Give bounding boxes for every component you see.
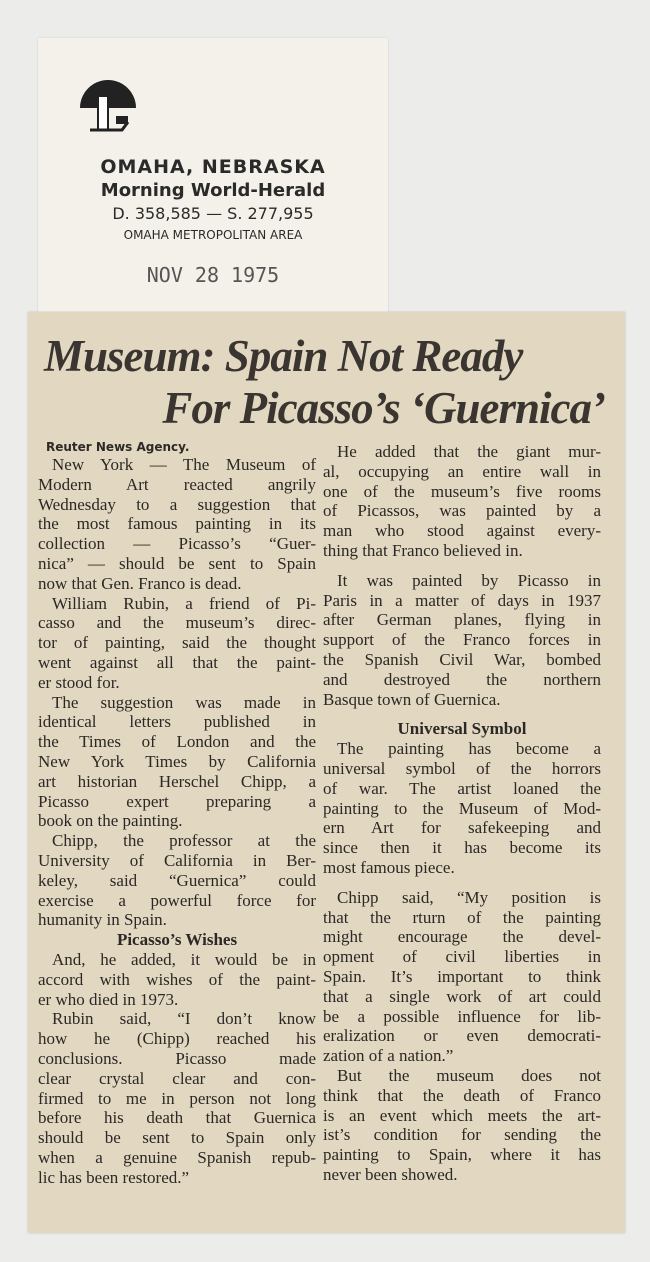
text-line: should be sent to Spain only [38, 1128, 316, 1148]
text-line: Wednesday to a suggestion that [38, 494, 316, 514]
city-name: OMAHA, NEBRASKA [100, 156, 326, 178]
subheading: Picasso’s Wishes [116, 930, 238, 950]
paragraph [323, 442, 601, 561]
text-line: now that Gen. Franco is dead. [38, 573, 242, 593]
paragraph [38, 1009, 316, 1187]
text-line: Spain. It’s important to think [323, 966, 601, 986]
text-line: Chipp said, “My position is [337, 887, 601, 907]
paragraph [38, 455, 316, 594]
text-line: universal symbol of the horrors [323, 758, 601, 778]
date-stamp: NOV 28 1975 [146, 263, 280, 287]
headline-line-1: Museum: Spain Not Ready [44, 331, 523, 381]
text-line: It was painted by Picasso in [337, 570, 601, 590]
text-line: identical letters published in [38, 712, 316, 732]
text-line: of war. The artist loaned the [323, 778, 601, 798]
text-line: nica” — should be sent to Spain [38, 553, 316, 573]
text-line: New York Times by California [38, 751, 316, 771]
text-line: The painting has become a [337, 739, 601, 759]
clipping-service-logo [76, 78, 140, 142]
text-line: But the museum does not [337, 1065, 601, 1085]
circulation: D. 358,585 — S. 277,955 [112, 204, 314, 223]
text-line: eralization or even democrati- [323, 1026, 601, 1046]
text-line: ist’s condition for sending the [323, 1125, 601, 1145]
text-line: conclusions. Picasso made [38, 1048, 316, 1068]
text-line: al, occupying an entire wall in [323, 461, 601, 481]
text-line: one of the museum’s five rooms [323, 481, 601, 501]
paragraph-gap [323, 878, 601, 888]
text-line: clear crystal clear and con- [38, 1068, 316, 1088]
text-line: think that the death of Franco [323, 1085, 601, 1105]
paragraph [323, 888, 601, 1066]
text-line: William Rubin, a friend of Pi- [52, 593, 316, 613]
text-line: New York — The Museum of [52, 455, 316, 474]
text-line: of Picassos, was painted by a [323, 501, 601, 521]
text-line: since then it has become its [323, 838, 601, 858]
paragraph-gap [323, 561, 601, 571]
text-line: firmed to me in person not long [38, 1088, 316, 1108]
text-line: man who stood against every- [323, 521, 601, 541]
paragraph [38, 594, 316, 693]
text-line: Paris in a matter of days in 1937 [323, 590, 601, 610]
text-line: Basque town of Guernica. [323, 689, 501, 709]
text-line: The suggestion was made in [52, 692, 316, 712]
text-line: the Times of London and the [38, 732, 316, 752]
newspaper-name: Morning World-Herald [100, 180, 326, 201]
paragraph [323, 739, 601, 878]
text-line: keley, said “Guernica” could [38, 870, 316, 890]
text-line: that a single work of art could [323, 986, 601, 1006]
text-line: the most famous painting in its [38, 514, 316, 534]
text-line: thing that Franco believed in. [323, 540, 523, 560]
paragraph [38, 950, 316, 1009]
text-line: painting to the Museum of Mod- [323, 798, 601, 818]
subheading: Universal Symbol [397, 719, 527, 739]
right-column [323, 442, 601, 1185]
text-line: art historian Herschel Chipp, a [38, 771, 316, 791]
text-line: accord with wishes of the paint- [38, 969, 316, 989]
text-line: He added that the giant mur- [337, 442, 601, 461]
paragraph [38, 831, 316, 930]
paragraph [323, 1066, 601, 1185]
text-line: exercise a powerful force for [38, 890, 316, 910]
text-line: how he (Chipp) reached his [38, 1029, 316, 1049]
masthead-slip [38, 38, 388, 320]
text-line: be a possible influence for lib- [323, 1006, 601, 1026]
newspaper-clipping [28, 312, 625, 1233]
paragraph-gap [323, 709, 601, 719]
text-line: opment of civil liberties in [323, 947, 601, 967]
left-column [38, 455, 316, 1187]
text-line: support of the Franco forces in [323, 630, 601, 650]
text-line: Modern Art reacted angrily [38, 474, 316, 494]
text-line: casso and the museum’s direc- [38, 613, 316, 633]
text-line: painting to Spain, where it has [323, 1145, 601, 1165]
text-line: Chipp, the professor at the [52, 831, 316, 851]
text-line: before his death that Guernica [38, 1108, 316, 1128]
text-line: when a genuine Spanish repub- [38, 1147, 316, 1167]
text-line: er who died in 1973. [38, 989, 179, 1009]
area-label: OMAHA METROPOLITAN AREA [123, 228, 303, 242]
paragraph [323, 571, 601, 710]
text-line: Rubin said, “I don’t know [52, 1009, 316, 1029]
text-line: most famous piece. [323, 857, 455, 877]
text-line: And, he added, it would be in [52, 949, 316, 969]
text-line: collection — Picasso’s “Guer- [38, 534, 316, 554]
text-line: the Spanish Civil War, bombed [323, 649, 601, 669]
headline-line-2: For Picasso’s ‘Guernica’ [162, 383, 605, 433]
text-line: went against all that the paint- [38, 652, 316, 672]
byline: Reuter News Agency. [46, 440, 190, 454]
text-line: book on the painting. [38, 811, 183, 831]
text-line: lic has been restored.” [38, 1167, 190, 1187]
text-line: University of California in Ber- [38, 850, 316, 870]
text-line: that the rturn of the painting [323, 907, 601, 927]
text-line: might encourage the devel- [323, 927, 601, 947]
text-line: humanity in Spain. [38, 910, 167, 930]
text-line: never been showed. [323, 1164, 458, 1184]
text-line: is an event which meets the art- [323, 1105, 601, 1125]
text-line: after German planes, flying in [323, 610, 601, 630]
text-line: tor of painting, said the thought [38, 633, 316, 653]
text-line: zation of a nation.” [323, 1046, 454, 1066]
text-line: and destroyed the northern [323, 669, 601, 689]
text-line: er stood for. [38, 672, 120, 692]
paragraph [38, 693, 316, 832]
text-line: ern Art for safekeeping and [323, 818, 601, 838]
text-line: Picasso expert preparing a [38, 791, 316, 811]
